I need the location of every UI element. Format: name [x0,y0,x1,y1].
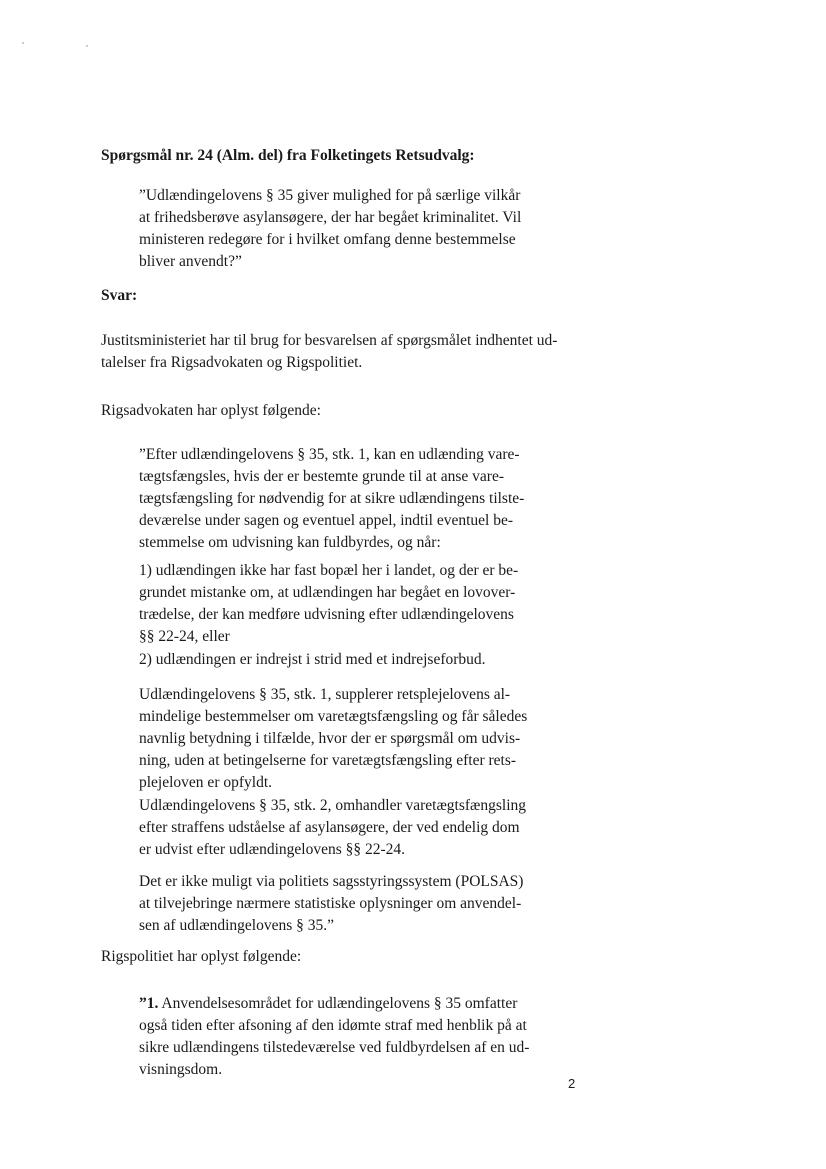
scan-speck [22,42,24,44]
rigsadvokat-quote-p2: 1) udlændingen ikke har fast bopæl her i landet, og der er be- grundet mistanke om, at udlændingen har begået en lovover- trædelse, der kan medføre udvisning efter udlændingelovens §§ 22-24, eller [139,562,519,645]
rigsadvokat-quote-p1: ”Efter udlændingelovens § 35, stk. 1, kan en udlænding vare- tægtsfængsles, hvis der er bestemte grunde til at anse vare- tægtsfængsling for nødvendig for at sikre udlændingens tilste- deværelse under sagen og eventuel appel, indtil eventuel be- stemmelse om udvisning kan fuldbyrdes, og når: [139,446,525,551]
rigspoliti-intro: Rigspolitiet har oplyst følgende: [101,948,302,965]
rigspoliti-quote: ”1. Anvendelsesområdet for udlændingelovens § 35 omfatter også tiden efter afsoning af den idømte straf med henblik på at sikre udlændingens tilstedeværelse ved fuldbyrdelsen af en ud- visningsdom. [139,995,530,1078]
intro-paragraph: Justitsministeriet har til brug for besvarelsen af spørgsmålet indhentet ud- talelser fra Rigsadvokaten og Rigspolitiet. [101,332,558,371]
rigsadvokat-intro: Rigsadvokaten har oplyst følgende: [101,402,321,419]
rigsadvokat-quote-p3: 2) udlændingen er indrejst i strid med et indrejseforbud. [139,651,486,668]
question-quote: ”Udlændingelovens § 35 giver mulighed for på særlige vilkår at frihedsberøve asylansøgere, der har begået kriminalitet. Vil ministeren redegøre for i hvilket omfang denne bestemmelse bliver anvendt?” [139,187,522,270]
scan-speck [86,45,88,47]
rigsadvokat-quote-p6: Det er ikke muligt via politiets sagsstyringssystem (POLSAS) at tilvejebringe nærmere statistiske oplysninger om anvendel- sen af udlændingelovens § 35.” [139,873,524,934]
rigsadvokat-quote-p4: Udlændingelovens § 35, stk. 1, supplerer retsplejelovens al- mindelige bestemmelser om varetægtsfængsling og får således navnlig betydning i tilfælde, hvor der er spørgsmål om udvis- ning, uden at betingelserne for varetægtsfængsling efter rets- plejeloven er opfyldt. [139,686,528,791]
question-heading: Spørgsmål nr. 24 (Alm. del) fra Folketingets Retsudvalg: [101,147,475,164]
answer-heading: Svar: [101,287,138,304]
rigsadvokat-quote-p5: Udlændingelovens § 35, stk. 2, omhandler varetægtsfængsling efter straffens udståelse af asylansøgere, der ved endelig dom er udvist efter udlændingelovens §§ 22-24. [139,797,527,858]
section-number: ”1. [139,995,159,1012]
page-number: 2 [568,1076,576,1091]
